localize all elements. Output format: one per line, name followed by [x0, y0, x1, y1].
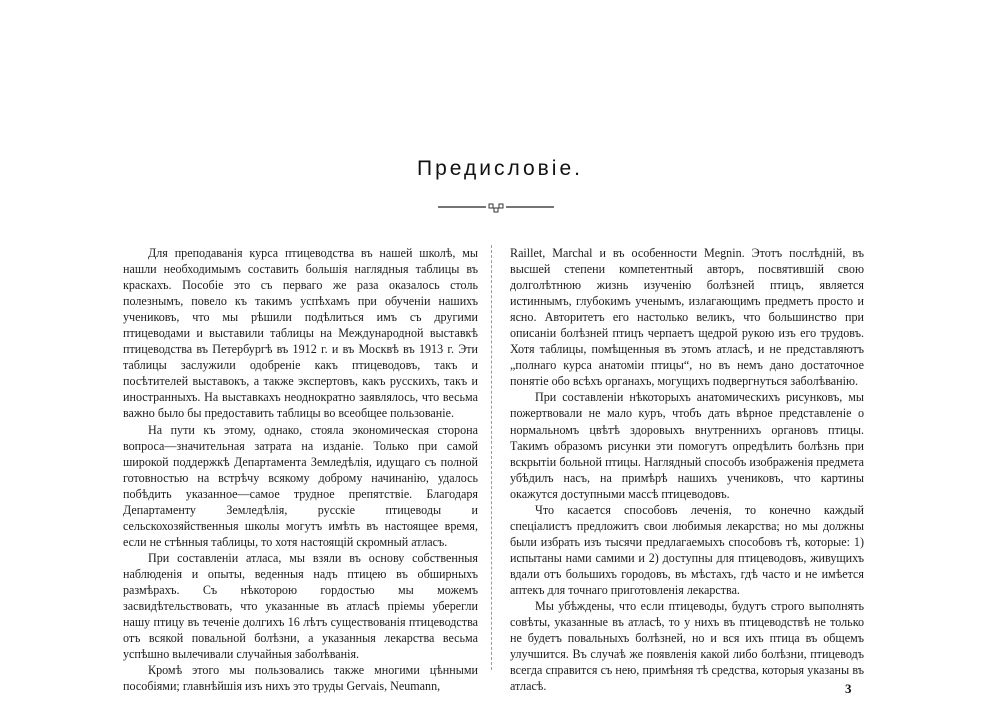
- paragraph: При составленіи атласа, мы взяли въ основу собственныя наблюденія и опыты, веденныя надъ птицею въ обширныхъ размѣрахъ. Съ нѣкоторою гордостью мы можемъ засвидѣтельствовать, что указанные въ атласѣ пріемы уберегли нашу птицу въ теченіе долгихъ 16 лѣтъ существованія птицеводства отъ всякой повальной болѣзни, а указанныя лекарства весьма успѣшно вылечивали случайныя заболѣванія.: [123, 550, 478, 662]
- title-ornament-divider: [436, 200, 556, 214]
- page-title: Предисловіе.: [417, 157, 583, 180]
- paragraph: Что касается способовъ леченія, то конечно каждый спеціалистъ предложитъ свои любимыя лекарства; но мы должны были избрать изъ тысячи предлагаемыхъ способовъ тѣ, которые: 1) испытаны нами самими и 2) доступны для птицеводовъ, живущихъ вдали отъ большихъ городовъ, въ мѣстахъ, гдѣ часто и не имѣется аптекъ для точнаго приготовленія лекарства.: [510, 502, 864, 597]
- paragraph: Кромѣ этого мы пользовались также многими цѣнными пособіями; главнѣйшія изъ нихъ это труды Gervais, Neumann,: [123, 663, 478, 694]
- right-text-column: [510, 245, 864, 694]
- paragraph: На пути къ этому, однако, стояла экономическая сторона вопроса—значительная затрата на изданіе. Только при самой широкой поддержкѣ Департамента Земледѣлія, идущаго съ полной готовностью на встрѣчу всякому доброму начинанію, удалось побѣдить указанное—самое трудное препятствіе. Благодаря Департаменту Земледѣлія, русскіе птицеводы и сельскохозяйственныя школы могутъ имѣть въ настоящее время, если не стѣнныя таблицы, то хотя настоящій скромный атласъ.: [123, 422, 478, 549]
- page-number: 3: [845, 681, 852, 696]
- paragraph: При составленіи нѣкоторыхъ анатомическихъ рисунковъ, мы пожертвовали не мало куръ, чтобъ дать вѣрное представленіе о нормальномъ цвѣтѣ здоровыхъ внутреннихъ органовъ птицы. Такимъ образомъ рисунки эти помогутъ опредѣлить болѣзнь при вскрытіи больной птицы. Наглядный способъ изображенія предмета убѣдилъ насъ, на примѣрѣ нашихъ учениковъ, что картины окажутся доступными массѣ птицеводовъ.: [510, 390, 864, 501]
- paragraph-continued: Raillet, Marchal и въ особенности Megnin. Этотъ послѣдній, въ высшей степени компетентный авторъ, посвятившій свою долголѣтнюю жизнь изученію болѣзней птицъ, является истиннымъ, глубокимъ ученымъ, излагающимъ предметъ просто и ясно. Авторитетъ его настолько великъ, что большинство при описаніи болѣзней птицъ черпаетъ щедрой рукою изъ его трудовъ. Хотя таблицы, помѣщенныя въ этомъ атласѣ, и не представляютъ „полнаго курса анатоміи птицы“, но въ немъ дано достаточное понятіе обо всѣхъ органахъ, могущихъ подвергнуться заболѣванію.: [510, 246, 864, 389]
- left-text-column: [123, 245, 478, 694]
- paragraph: Для преподаванія курса птицеводства въ нашей школѣ, мы нашли необходимымъ составить большія наглядныя таблицы въ краскахъ. Пособіе это съ перваго же раза оказалось столь полезнымъ, повело къ такимъ успѣхамъ при обученіи нашихъ учениковъ, что мы рѣшили подѣлиться имъ съ другими птицеводами и выставили таблицы на Международной выставкѣ птицеводства въ Петербургѣ въ 1912 г. и въ Москвѣ въ 1913 г. Эти таблицы заслужили одобреніе какъ птицеводовъ, такъ и посѣтителей выставокъ, а также экспертовъ, какъ русскихъ, такъ и иностранныхъ. На выставкахъ неоднократно заявлялось, что весьма важно было бы предоставить таблицы во всеобщее пользованіе.: [123, 246, 478, 421]
- column-divider: [491, 245, 492, 670]
- paragraph: Мы убѣждены, что если птицеводы, будутъ строго выполнять совѣты, указанные въ атласѣ, то у нихъ въ птицеводствѣ не только не будетъ повальныхъ болѣзней, но и вся ихъ птица въ общемъ улучшится. Въ случаѣ же появленія какой либо болѣзни, птицеводъ всегда справится съ нею, примѣняя тѣ средства, которыя указаны въ атласѣ.: [510, 599, 864, 694]
